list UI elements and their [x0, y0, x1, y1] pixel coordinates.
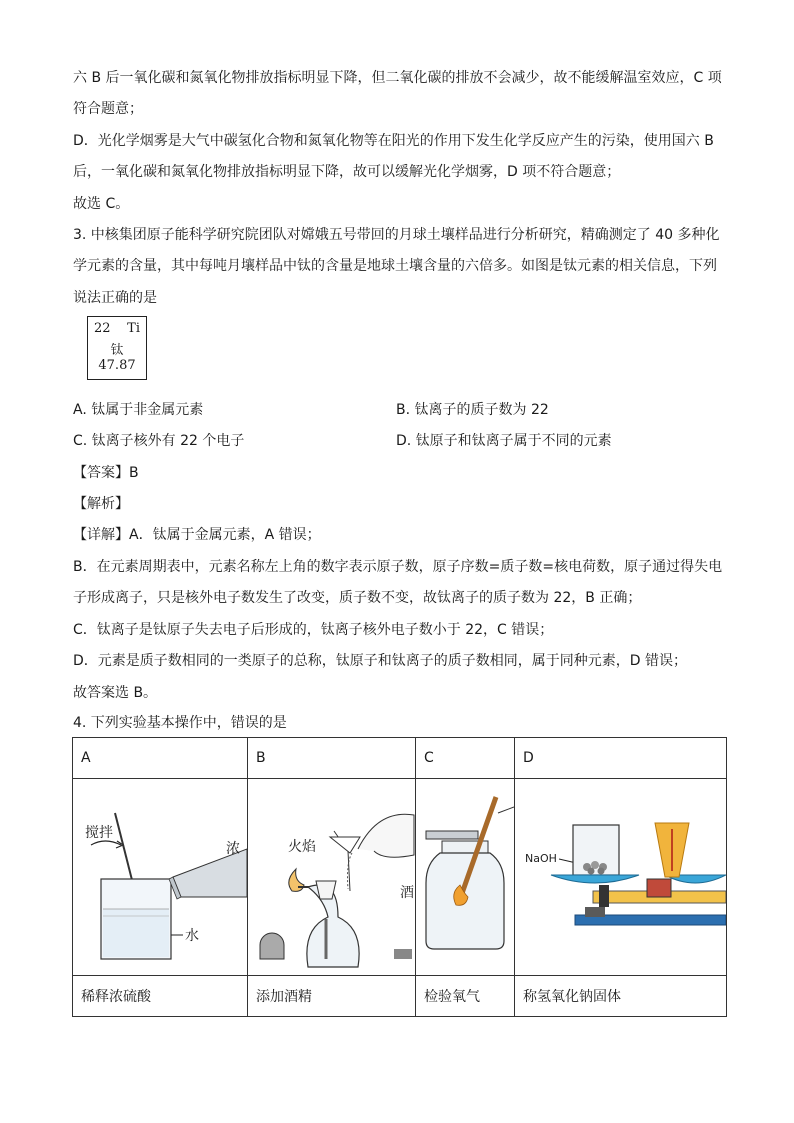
detail-line: B．在元素周期表中，元素名称左上角的数字表示原子数，原子序数=质子数=核电荷数，原子通过得失电 — [73, 559, 723, 575]
header-d: D — [515, 738, 727, 779]
header-a: A — [73, 738, 248, 779]
option-a: A. 钛属于非金属元素 — [73, 402, 204, 418]
figure-c-cell — [416, 779, 515, 976]
header-b: B — [248, 738, 416, 779]
caption-b: 添加酒精 — [248, 976, 416, 1017]
flame-label: 火焰 — [288, 839, 316, 855]
element-name: 钛 — [110, 343, 124, 358]
question-3-stem: 3. 中核集团原子能科学研究院团队对嫦娥五号带回的月球土壤样品进行分析研究，精确测定了 40 多种化 — [73, 227, 720, 243]
alcohol-label: 酒 — [400, 885, 414, 901]
titanium-element-card — [87, 316, 147, 380]
header-c: C — [416, 738, 515, 779]
add-alcohol-figure — [248, 779, 415, 975]
naoh-label: NaOH — [525, 852, 557, 865]
atomic-number: 22 — [94, 321, 111, 336]
element-symbol: Ti — [127, 321, 140, 336]
weigh-naoh-figure — [515, 779, 726, 975]
caption-a: 稀释浓硫酸 — [73, 976, 248, 1017]
test-oxygen-figure — [416, 779, 514, 975]
figure-b-cell — [248, 779, 416, 976]
option-c: C. 钛离子核外有 22 个电子 — [73, 433, 245, 449]
paragraph-line: 故选 C。 — [73, 196, 130, 212]
dilute-sulfuric-acid-figure — [73, 779, 247, 975]
paragraph-line: 六 B 后一氧化碳和氮氧化物排放指标明显下降，但二氧化碳的排放不会减少，故不能缓解温室效应，C 项 — [73, 70, 722, 86]
operations-table — [72, 737, 727, 1017]
caption-c: 检验氧气 — [416, 976, 515, 1017]
detail-line: D．元素是质子数相同的一类原子的总称，钛原子和钛离子的质子数相同，属于同种元素，D 错误； — [73, 653, 688, 669]
figure-a-cell — [73, 779, 248, 976]
answer-label: 【答案】 — [73, 465, 129, 481]
water-label: 水 — [185, 928, 199, 944]
stir-label: 搅拌 — [85, 825, 113, 841]
detail-line: 故答案选 B。 — [73, 685, 158, 701]
answer-value: B — [129, 465, 139, 481]
figure-d-cell — [515, 779, 727, 976]
option-b: B. 钛离子的质子数为 22 — [396, 402, 549, 418]
question-3-stem: 说法正确的是 — [73, 290, 157, 306]
detail-line: 子形成离子，只是核外电子数发生了改变，质子数不变，故钛离子的质子数为 22，B 正确； — [73, 590, 642, 606]
option-d: D. 钛原子和钛离子属于不同的元素 — [396, 433, 612, 449]
paragraph-line: D．光化学烟雾是大气中碳氢化合物和氮氧化物等在阳光的作用下发生化学反应产生的污染，使用国六 B — [73, 133, 714, 149]
acid-label: 浓 — [226, 841, 240, 857]
detail-line: 【详解】A．钛属于金属元素，A 错误； — [73, 527, 321, 543]
paragraph-line: 符合题意； — [73, 101, 143, 117]
answer-line — [73, 463, 139, 483]
paragraph-line: 后，一氧化碳和氮氧化物排放指标明显下降，故可以缓解光化学烟雾，D 项不符合题意； — [73, 164, 621, 180]
question-3-stem: 学元素的含量，其中每吨月壤样品中钛的含量是地球土壤含量的六倍多。如图是钛元素的相关信息，下列 — [73, 258, 717, 274]
atomic-mass: 47.87 — [98, 358, 136, 373]
detail-line: C．钛离子是钛原子失去电子后形成的，钛离子核外电子数小于 22，C 错误； — [73, 622, 554, 638]
caption-d: 称氢氧化钠固体 — [515, 976, 727, 1017]
analysis-label: 【解析】 — [73, 496, 129, 512]
question-4-stem: 4. 下列实验基本操作中，错误的是 — [73, 715, 287, 731]
